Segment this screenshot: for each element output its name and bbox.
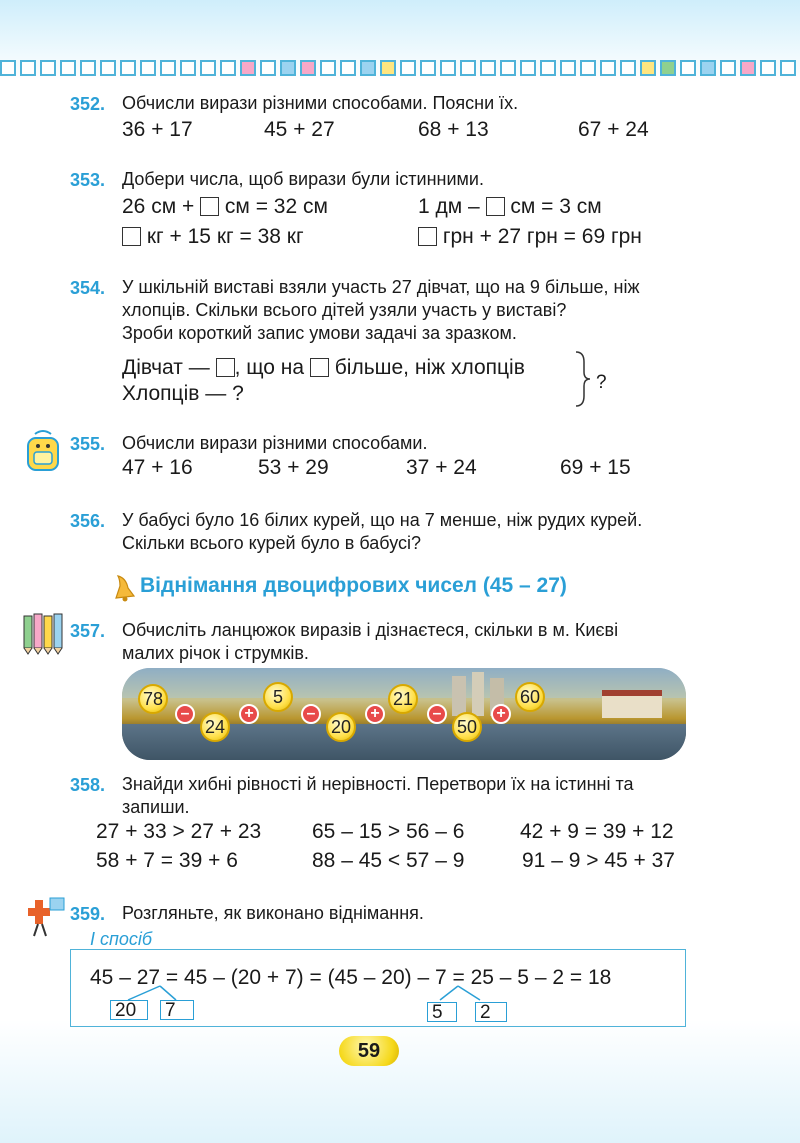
exercise-text: Обчисли вирази різними способами. bbox=[122, 433, 428, 453]
expression: 58 + 7 = 39 + 6 bbox=[96, 849, 238, 872]
chain-number: 21 bbox=[388, 684, 418, 714]
exercise-text: Скільки всього курей було в бабусі? bbox=[122, 533, 421, 553]
expr-part: см = 32 см bbox=[224, 195, 328, 218]
curly-brace-icon bbox=[572, 350, 592, 408]
exercise-text: Зроби короткий запис умови задачі за зразком. bbox=[122, 323, 517, 343]
exercise-text: хлопців. Скільки всього дітей узяли участь у виставі? bbox=[122, 300, 567, 320]
strip-cell bbox=[600, 60, 616, 76]
strip-cell bbox=[180, 60, 196, 76]
exercise-number: 359. bbox=[70, 904, 106, 924]
expression: 36 + 17 bbox=[122, 118, 193, 141]
strip-cell bbox=[200, 60, 216, 76]
strip-cell bbox=[680, 60, 696, 76]
chain-operator: – bbox=[301, 704, 321, 724]
expr-part: 1 дм – bbox=[418, 195, 480, 218]
strip-cell bbox=[700, 60, 716, 76]
decorative-strip bbox=[0, 60, 800, 80]
strip-cell bbox=[260, 60, 276, 76]
equation: 45 – 27 = 45 – (20 + 7) = (45 – 20) – 7 = 25 – 5 – 2 = 18 bbox=[90, 966, 612, 989]
strip-cell bbox=[240, 60, 256, 76]
question-mark: ? bbox=[596, 372, 607, 393]
exercise-text: малих річок і струмків. bbox=[122, 643, 309, 663]
exercise-text: У бабусі було 16 білих курей, що на 7 менше, ніж рудих курей. bbox=[122, 510, 643, 530]
expr-part: Дівчат — bbox=[122, 356, 210, 379]
expression: 88 – 45 < 57 – 9 bbox=[312, 849, 465, 872]
exercise-number: 354. bbox=[70, 278, 106, 298]
chain-operator: + bbox=[239, 704, 259, 724]
strip-cell bbox=[300, 60, 316, 76]
expr-part: , що на bbox=[234, 356, 305, 379]
backpack-icon bbox=[20, 428, 66, 474]
answer-box[interactable] bbox=[486, 197, 505, 216]
strip-cell bbox=[400, 60, 416, 76]
strip-cell bbox=[620, 60, 636, 76]
chain-number: 60 bbox=[515, 682, 545, 712]
strip-cell bbox=[520, 60, 536, 76]
math-signs-icon bbox=[20, 894, 68, 938]
strip-cell bbox=[100, 60, 116, 76]
exercise-number: 358. bbox=[70, 775, 106, 795]
expression bbox=[122, 225, 304, 249]
strip-cell bbox=[40, 60, 56, 76]
expression: 68 + 13 bbox=[418, 118, 489, 141]
strip-cell bbox=[220, 60, 236, 76]
expr-part: см = 3 см bbox=[510, 195, 602, 218]
strip-cell bbox=[0, 60, 16, 76]
strip-cell bbox=[460, 60, 476, 76]
chain-number: 24 bbox=[200, 712, 230, 742]
expression bbox=[418, 225, 642, 249]
split-box: 5 bbox=[427, 1002, 457, 1022]
expression: 91 – 9 > 45 + 37 bbox=[522, 849, 675, 872]
exercise-text: Розгляньте, як виконано віднімання. bbox=[122, 903, 424, 923]
exercise-text: Знайди хибні рівності й нерівності. Перетвори їх на істинні та bbox=[122, 774, 634, 794]
expr-part: 26 см + bbox=[122, 195, 195, 218]
strip-cell bbox=[120, 60, 136, 76]
exercise-text: Обчисліть ланцюжок виразів і дізнаєтеся, скільки в м. Києві bbox=[122, 620, 619, 640]
short-note-line bbox=[122, 356, 525, 380]
strip-cell bbox=[660, 60, 676, 76]
strip-cell bbox=[560, 60, 576, 76]
section-heading: Віднімання двоцифрових чисел (45 – 27) bbox=[140, 574, 567, 597]
answer-box[interactable] bbox=[216, 358, 235, 377]
strip-cell bbox=[320, 60, 336, 76]
short-note-line: Хлопців — ? bbox=[122, 382, 244, 405]
strip-cell bbox=[140, 60, 156, 76]
strip-cell bbox=[20, 60, 36, 76]
chain-number: 20 bbox=[326, 712, 356, 742]
exercise-number: 353. bbox=[70, 170, 106, 190]
expression: 65 – 15 > 56 – 6 bbox=[312, 820, 465, 843]
chain-operator: – bbox=[175, 704, 195, 724]
expr-part: грн + 27 грн = 69 грн bbox=[442, 225, 642, 248]
answer-box[interactable] bbox=[418, 227, 437, 246]
strip-cell bbox=[640, 60, 656, 76]
split-box: 7 bbox=[160, 1000, 194, 1020]
expression: 47 + 16 bbox=[122, 456, 193, 479]
exercise-text: запиши. bbox=[122, 797, 190, 817]
chain-number: 5 bbox=[263, 682, 293, 712]
split-box: 2 bbox=[475, 1002, 507, 1022]
split-box: 20 bbox=[110, 1000, 148, 1020]
strip-cell bbox=[80, 60, 96, 76]
building bbox=[472, 672, 484, 716]
strip-cell bbox=[740, 60, 756, 76]
answer-box[interactable] bbox=[122, 227, 141, 246]
strip-cell bbox=[60, 60, 76, 76]
expression: 45 + 27 bbox=[264, 118, 335, 141]
expression: 42 + 9 = 39 + 12 bbox=[520, 820, 674, 843]
exercise-text: Добери числа, щоб вирази були істинними. bbox=[122, 169, 484, 189]
answer-box[interactable] bbox=[310, 358, 329, 377]
exercise-number: 357. bbox=[70, 621, 106, 641]
strip-cell bbox=[440, 60, 456, 76]
chain-operator: + bbox=[365, 704, 385, 724]
chain-operator: + bbox=[491, 704, 511, 724]
strip-cell bbox=[420, 60, 436, 76]
exercise-number: 352. bbox=[70, 94, 106, 114]
strip-cell bbox=[780, 60, 796, 76]
chain-number: 50 bbox=[452, 712, 482, 742]
method-label: І спосіб bbox=[90, 929, 153, 949]
strip-cell bbox=[720, 60, 736, 76]
exercise-number: 356. bbox=[70, 511, 106, 531]
strip-cell bbox=[760, 60, 776, 76]
expression bbox=[122, 195, 328, 219]
expression: 69 + 15 bbox=[560, 456, 631, 479]
expr-part: більше, ніж хлопців bbox=[334, 356, 525, 379]
chain-operator: – bbox=[427, 704, 447, 724]
pencils-icon bbox=[20, 612, 68, 656]
expression: 37 + 24 bbox=[406, 456, 477, 479]
expression: 53 + 29 bbox=[258, 456, 329, 479]
strip-cell bbox=[480, 60, 496, 76]
expr-part: кг + 15 кг = 38 кг bbox=[146, 225, 304, 248]
exercise-number: 355. bbox=[70, 434, 106, 454]
strip-cell bbox=[580, 60, 596, 76]
strip-cell bbox=[380, 60, 396, 76]
chain-number: 78 bbox=[138, 684, 168, 714]
building bbox=[452, 676, 466, 716]
strip-cell bbox=[540, 60, 556, 76]
strip-cell bbox=[340, 60, 356, 76]
strip-cell bbox=[360, 60, 376, 76]
expression bbox=[418, 195, 602, 219]
exercise-text: Обчисли вирази різними способами. Поясни їх. bbox=[122, 93, 519, 113]
expression: 67 + 24 bbox=[578, 118, 649, 141]
exercise-text: У шкільній виставі взяли участь 27 дівчат, що на 9 більше, ніж bbox=[122, 277, 640, 297]
strip-cell bbox=[280, 60, 296, 76]
expression: 27 + 33 > 27 + 23 bbox=[96, 820, 262, 843]
building bbox=[602, 690, 662, 718]
page-number: 59 bbox=[339, 1036, 399, 1066]
answer-box[interactable] bbox=[200, 197, 219, 216]
strip-cell bbox=[160, 60, 176, 76]
bell-icon bbox=[112, 572, 138, 602]
strip-cell bbox=[500, 60, 516, 76]
